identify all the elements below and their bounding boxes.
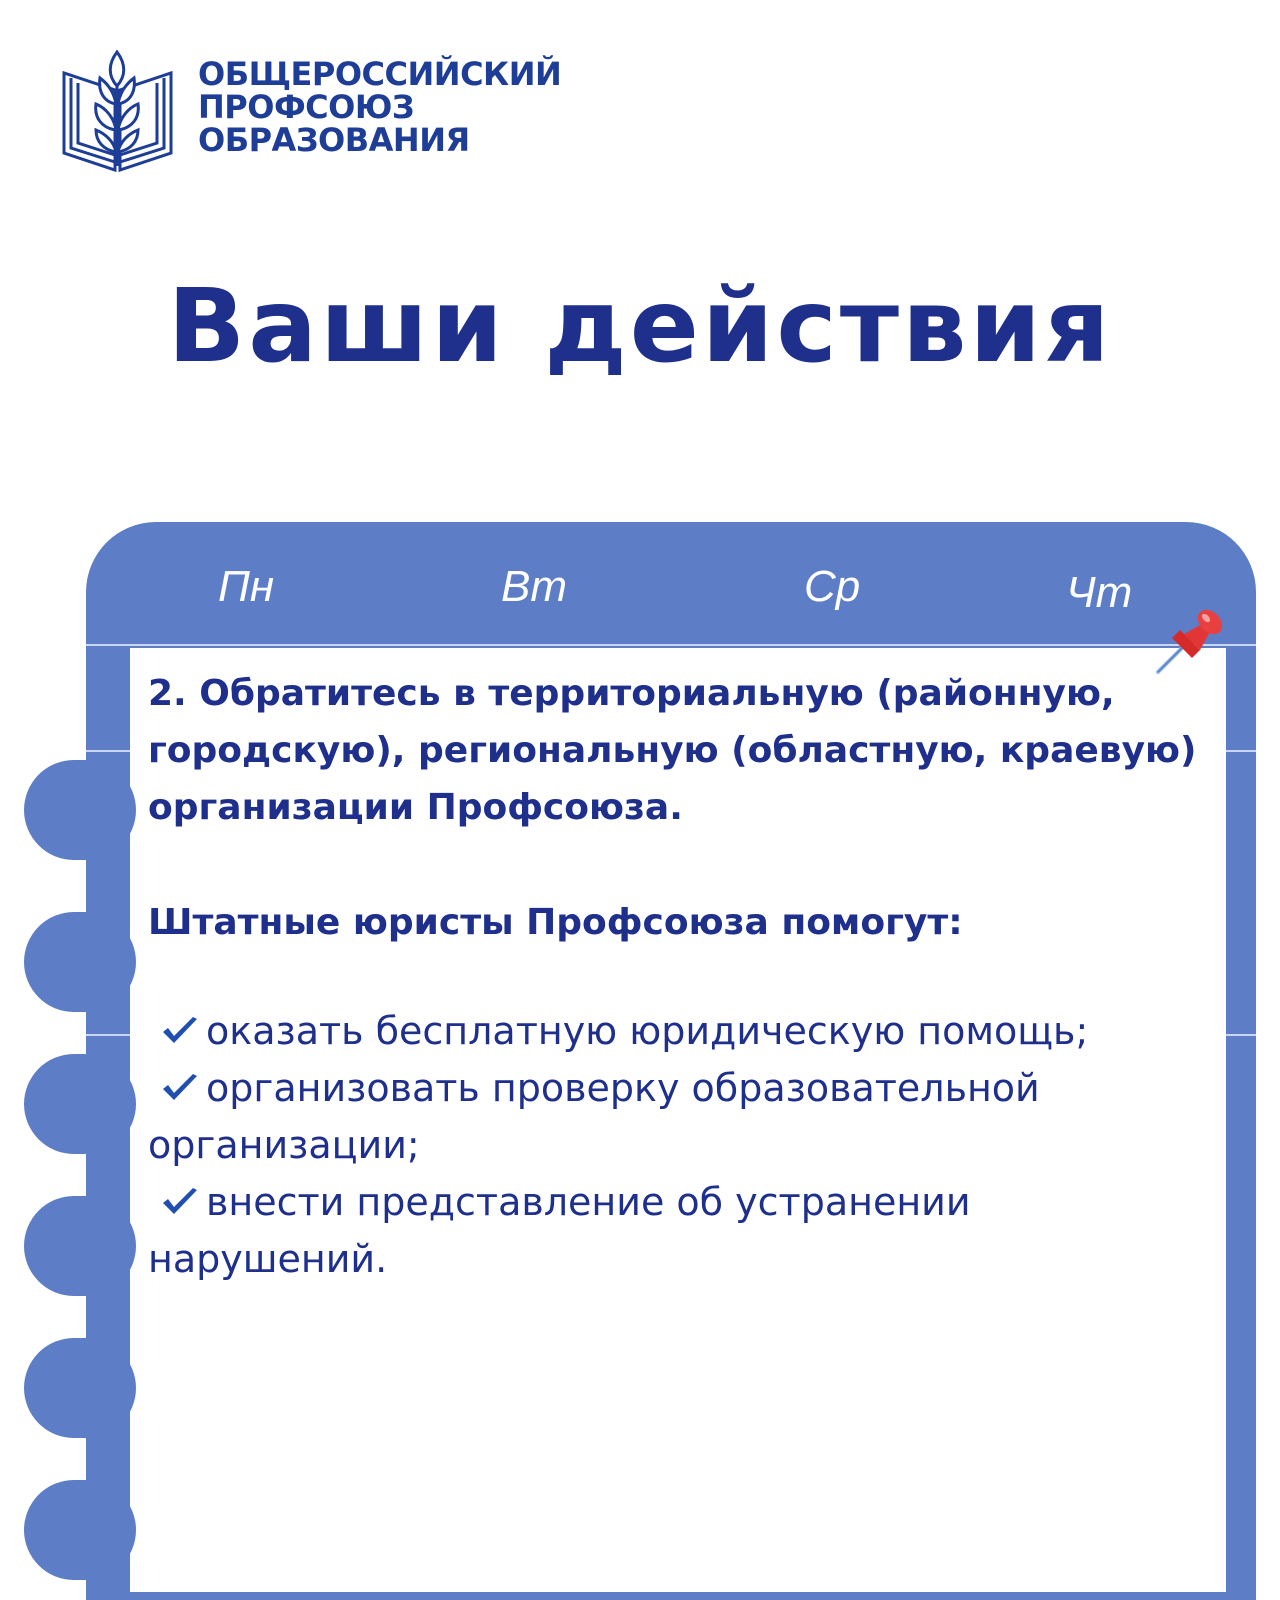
logo-text	[198, 55, 562, 159]
notebook-ring	[24, 1480, 136, 1580]
help-list	[148, 1003, 1208, 1288]
divider	[86, 644, 1256, 646]
notebook-ring	[24, 760, 136, 860]
list-item-text: организовать проверку образовательной организации;	[148, 1066, 1040, 1167]
notebook-ring	[24, 1196, 136, 1296]
divider	[1226, 1034, 1256, 1036]
weekday-header	[86, 522, 1256, 642]
logo-line: ОБРАЗОВАНИЯ	[198, 121, 470, 159]
list-item	[148, 1174, 1208, 1288]
divider	[86, 1034, 130, 1036]
notebook-ring	[24, 1054, 136, 1154]
notebook-ring	[24, 1338, 136, 1438]
list-item	[148, 1003, 1208, 1060]
page-title: Ваши действия	[167, 267, 1113, 386]
logo-line: ПРОФСОЮЗ	[198, 88, 415, 126]
logo-line: ОБЩЕРОССИЙСКИЙ	[198, 55, 562, 93]
divider	[86, 750, 130, 752]
check-icon	[160, 1187, 200, 1217]
check-icon	[160, 1016, 200, 1046]
check-icon	[160, 1073, 200, 1103]
weekday-label: Пн	[218, 562, 275, 611]
divider	[1226, 750, 1256, 752]
logo	[60, 48, 562, 178]
notebook-ring	[24, 912, 136, 1012]
list-item-text: внести представление об устранении нарушений.	[148, 1180, 971, 1281]
subheading: Штатные юристы Профсоюза помогут:	[148, 902, 963, 943]
content-block	[148, 665, 1208, 1288]
weekday-label: Чт	[1066, 568, 1133, 617]
step-text: 2. Обратитесь в территориальную (районную, городскую), региональную (областную, краевую) организации Профсоюза.	[148, 673, 1197, 828]
weekday-label: Вт	[501, 562, 567, 611]
list-item	[148, 1060, 1208, 1174]
union-emblem-icon	[60, 48, 175, 178]
weekday-label: Ср	[804, 562, 861, 611]
list-item-text: оказать бесплатную юридическую помощь;	[206, 1009, 1089, 1053]
